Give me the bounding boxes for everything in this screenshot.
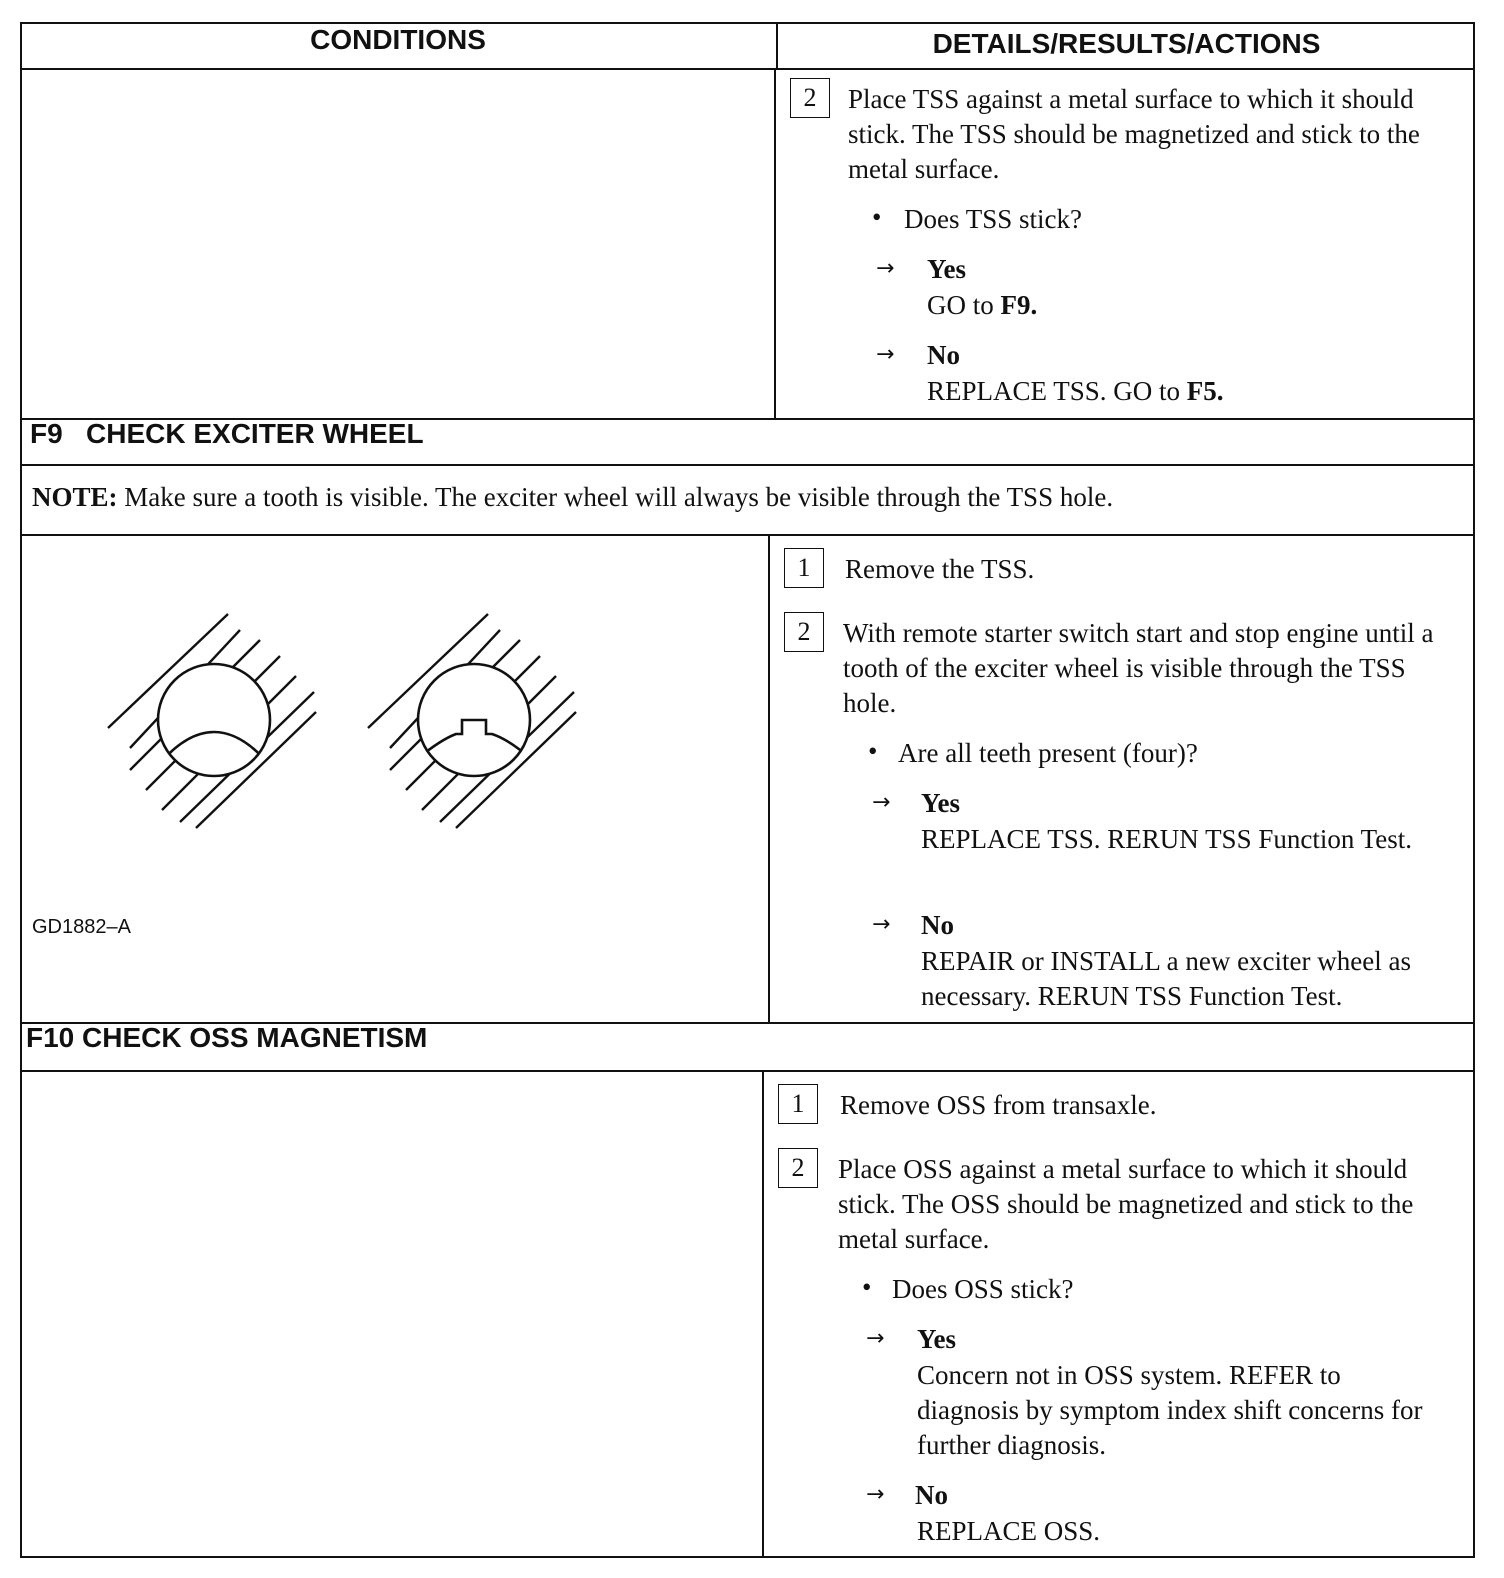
step-number-box: 2 [790,78,830,118]
f10-title-divider [20,1070,1475,1072]
header-details: DETAILS/RESULTS/ACTIONS [932,28,1321,59]
step-number-box: 2 [778,1148,818,1188]
figure-caption: GD1882–A [32,916,131,938]
step-number-box: 1 [784,548,824,588]
f9-title-divider [20,464,1475,466]
question-text: Does TSS stick? [904,204,1083,234]
yes-action: REPLACE TSS. RERUN TSS Function Test. [921,824,1412,854]
f10-title: F10 CHECK OSS MAGNETISM [26,1022,428,1053]
left-hole-icon [158,664,270,776]
f9-note: NOTE: Make sure a tooth is visible. The exciter wheel will always be visible through the TSS hole. [32,482,1114,512]
yes-label: Yes [921,788,960,818]
step-number-box: 1 [778,1084,818,1124]
no-label: No [915,1480,948,1510]
no-action: REPLACE OSS. [917,1516,1101,1546]
step-text: Remove OSS from transaxle. [840,1090,1157,1120]
f9-title: F9 CHECK EXCITER WHEEL [30,418,424,449]
arrow-right-icon: → [876,256,895,281]
yes-action: GO to F9. [927,290,1038,320]
arrow-right-icon: → [866,1326,885,1351]
no-action: REPAIR or INSTALL a new exciter wheel as necessary. RERUN TSS Function Test. [921,946,1411,1011]
arrow-right-icon: → [876,342,895,367]
bullet-icon: • [872,202,882,232]
step-text: Place OSS against a metal surface to which it should stick. The OSS should be magnetized and stick to the metal surface. [838,1154,1414,1254]
no-action: REPLACE TSS. GO to F5. [927,376,1224,406]
yes-action: Concern not in OSS system. REFER to diagnosis by symptom index shift concerns for further diagnosis. [917,1360,1423,1460]
f9-column-divider [768,534,770,1022]
step-text: With remote starter switch start and stop engine until a tooth of the exciter wheel is visible through the TSS hole. [843,618,1434,718]
arrow-right-icon: → [872,790,891,815]
question-text: Are all teeth present (four)? [898,738,1198,768]
no-label: No [921,910,954,940]
header-conditions: CONDITIONS [310,24,486,55]
exciter-wheel-figure [90,600,610,840]
f10-column-divider [762,1070,764,1558]
arrow-right-icon: → [866,1482,885,1507]
bullet-icon: • [868,736,878,766]
header-divider [20,68,1475,70]
bullet-icon: • [862,1272,872,1302]
step-number-box: 2 [784,612,824,652]
f9-note-divider [20,534,1475,536]
yes-label: Yes [927,254,966,284]
block1-column-divider [774,68,776,420]
question-text: Does OSS stick? [892,1274,1074,1304]
yes-label: Yes [917,1324,956,1354]
arrow-right-icon: → [872,912,891,937]
step-text: Remove the TSS. [845,554,1035,584]
no-label: No [927,340,960,370]
step-text: Place TSS against a metal surface to which it should stick. The TSS should be magnetized and stick to the metal surface. [848,84,1420,184]
